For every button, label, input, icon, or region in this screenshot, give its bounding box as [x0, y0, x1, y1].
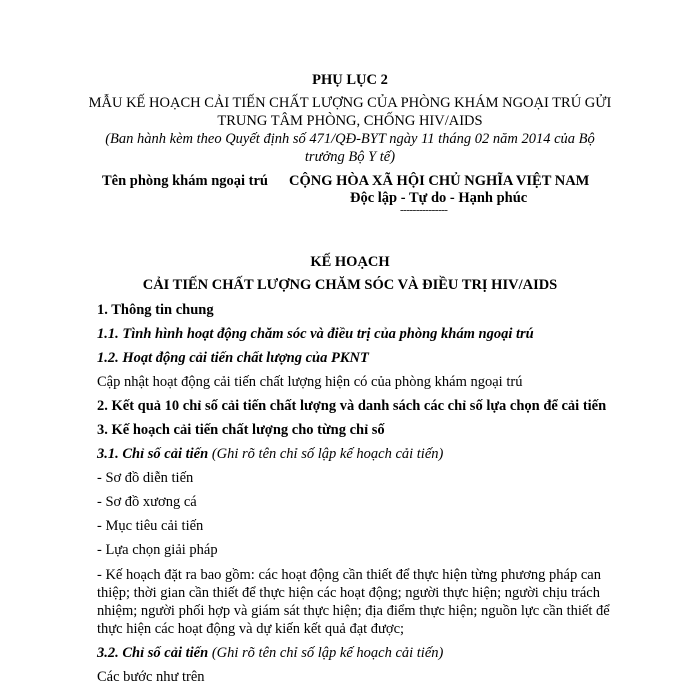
list-item: - Sơ đồ xương cá — [97, 494, 197, 510]
document-title-line-1: MẪU KẾ HOẠCH CẢI TIẾN CHẤT LƯỢNG CỦA PHÒNG KHÁM NGOẠI TRÚ GỬI — [88, 95, 612, 111]
plan-title: KẾ HOẠCH — [310, 254, 390, 270]
plan-paragraph-line: - Kế hoạch đặt ra bao gồm: các hoạt động cần thiết để thực hiện từng phương pháp can — [97, 567, 601, 583]
plan-subtitle: CẢI TIẾN CHẤT LƯỢNG CHĂM SÓC VÀ ĐIỀU TRỊ HIV/AIDS — [142, 277, 558, 293]
decree-reference-line-2: trưởng Bộ Y tế) — [304, 149, 396, 165]
appendix-heading: PHỤ LỤC 2 — [312, 72, 388, 88]
list-item: - Sơ đồ diễn tiến — [97, 470, 194, 486]
section-3-2-body: Các bước như trên — [97, 669, 205, 685]
section-3-1-heading — [97, 446, 443, 463]
section-1-2-body: Cập nhật hoạt động cải tiến chất lượng hiện có của phòng khám ngoại trú — [97, 374, 523, 390]
section-3-1-title: 3.1. Chỉ số cải tiến — [97, 446, 209, 462]
national-motto: Độc lập - Tự do - Hạnh phúc — [350, 190, 528, 206]
section-2-heading: 2. Kết quả 10 chỉ số cải tiến chất lượng và danh sách các chỉ số lựa chọn để cải tiến — [97, 398, 607, 414]
motto-divider: --------------- — [400, 204, 448, 216]
section-1-1-heading: 1.1. Tình hình hoạt động chăm sóc và điều trị của phòng khám ngoại trú — [97, 326, 534, 342]
section-1-2-heading: 1.2. Hoạt động cải tiến chất lượng của PKNT — [97, 350, 369, 366]
section-3-2-title: 3.2. Chỉ số cải tiến — [97, 645, 209, 661]
section-3-2-note: (Ghi rõ tên chỉ số lập kế hoạch cải tiến) — [211, 645, 444, 661]
plan-paragraph-line: nhiệm; người phối hợp và giám sát thực hiện; địa điểm thực hiện; nguồn lực cần thiết để — [97, 603, 610, 619]
republic-heading: CỘNG HÒA XÃ HỘI CHỦ NGHĨA VIỆT NAM — [289, 173, 590, 189]
section-1-heading: 1. Thông tin chung — [97, 302, 214, 318]
plan-paragraph-line: thực hiện các hoạt động và dự kiến kết quả đạt được; — [97, 621, 405, 637]
plan-paragraph-line: thiệp; thời gian cần thiết để thực hiện các hoạt động; người thực hiện; người chịu trách — [97, 585, 600, 601]
document-title-line-2: TRUNG TÂM PHÒNG, CHỐNG HIV/AIDS — [217, 113, 483, 129]
decree-reference-line-1: (Ban hành kèm theo Quyết định số 471/QĐ-BYT ngày 11 tháng 02 năm 2014 của Bộ — [105, 131, 595, 147]
list-item: - Mục tiêu cải tiến — [97, 518, 204, 534]
clinic-name-label: Tên phòng khám ngoại trú — [102, 173, 268, 189]
list-item: - Lựa chọn giải pháp — [97, 542, 218, 558]
section-3-heading: 3. Kế hoạch cải tiến chất lượng cho từng chỉ số — [97, 422, 385, 438]
section-3-1-note: (Ghi rõ tên chỉ số lập kế hoạch cải tiến) — [211, 446, 444, 462]
section-3-2-heading — [97, 645, 443, 662]
